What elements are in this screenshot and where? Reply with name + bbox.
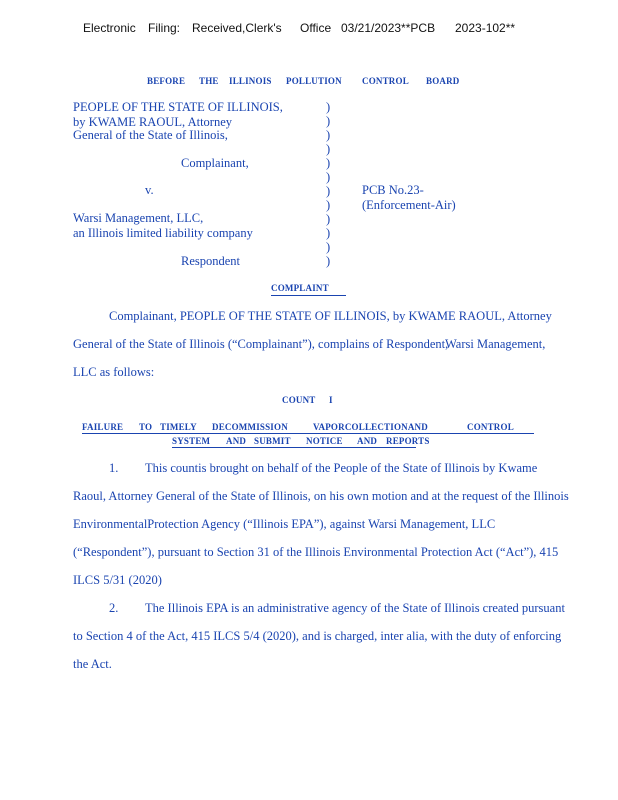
versus: v. <box>145 183 154 197</box>
paragraph-line: the Act. <box>73 657 112 671</box>
paragraph-line: This countis brought on behalf of the People of the State of Illinois by Kwame <box>145 461 538 475</box>
paragraph-line: ILCS 5/31 (2020) <box>73 573 162 587</box>
paragraph-line: (“Respondent”), pursuant to Section 31 of the Illinois Environmental Protection Act (“Act”), 415 <box>73 545 559 559</box>
board-title-word: THE <box>199 76 219 86</box>
caption-paren: ) <box>326 184 331 198</box>
intro-line: LLC as follows: <box>73 365 155 379</box>
caption-paren: ) <box>326 142 331 156</box>
paragraph-line: The Illinois EPA is an administrative agency of the State of Illinois created pursuant <box>145 601 565 615</box>
complainant-line: by KWAME RAOUL, Attorney <box>73 115 233 129</box>
caption-paren: ) <box>326 170 331 184</box>
board-title-word: BOARD <box>426 76 460 86</box>
count-title-word: NOTICE <box>306 436 343 446</box>
caption-paren: ) <box>326 156 331 170</box>
intro-line: General of the State of Illinois (“Complainant”), complains of Respondent, <box>73 337 449 351</box>
caption-paren: ) <box>326 240 331 254</box>
count-title-word: VAPORCOLLECTIONAND <box>313 422 428 432</box>
count-title-word: FAILURE <box>82 422 124 432</box>
respondent-line: Warsi Management, LLC, <box>73 211 204 225</box>
caption-paren: ) <box>326 128 331 142</box>
caption-paren: ) <box>326 100 331 114</box>
intro-line: Complainant, PEOPLE OF THE STATE OF ILLINOIS, by KWAME RAOUL, Attorney <box>109 309 552 323</box>
intro-line-overlap: Warsi Management, <box>445 337 546 351</box>
caption-paren: ) <box>326 254 331 268</box>
caption-paren: ) <box>326 198 331 212</box>
case-type: (Enforcement-Air) <box>362 198 456 212</box>
count-title-word: TIMELY <box>160 422 197 432</box>
document-title: COMPLAINT <box>271 283 329 293</box>
board-title-word: CONTROL <box>362 76 409 86</box>
count-title-word: REPORTS <box>386 436 430 446</box>
count-title-word: CONTROL <box>467 422 514 432</box>
caption-paren: ) <box>326 114 331 128</box>
case-number: PCB No.23- <box>362 183 424 197</box>
count-title-underline <box>82 433 534 434</box>
filing-header-received: Received,Clerk's <box>192 21 282 35</box>
count-heading-word: COUNT <box>282 395 316 405</box>
complainant-line: General of the State of Illinois, <box>73 128 228 142</box>
count-title-word: DECOMMISSION <box>212 422 288 432</box>
board-title-word: BEFORE <box>147 76 186 86</box>
paragraph-line: to Section 4 of the Act, 415 ILCS 5/4 (2020), and is charged, inter alia, with the duty of enforcing <box>73 629 562 643</box>
board-title-word: POLLUTION <box>286 76 342 86</box>
count-title-word: AND <box>357 436 378 446</box>
filing-header-office: Office <box>300 21 332 35</box>
filing-header-date: 03/21/2023**PCB <box>341 21 436 35</box>
count-title-word: AND <box>226 436 247 446</box>
count-title-word: SYSTEM <box>172 436 211 446</box>
count-title-underline <box>172 447 416 448</box>
paragraph-number: 1. <box>109 461 119 475</box>
caption-paren: ) <box>326 212 331 226</box>
paragraph-line: EnvironmentalProtection Agency (“Illinois EPA”), against Warsi Management, LLC <box>73 517 496 531</box>
paragraph-line: Raoul, Attorney General of the State of Illinois, on his own motion and at the request of the Illinois <box>73 489 569 503</box>
count-heading-number: I <box>329 395 333 405</box>
count-title-word: TO <box>139 422 153 432</box>
document-title-underline <box>271 295 346 296</box>
filing-header-filing: Filing: <box>148 21 181 35</box>
count-title-word: SUBMIT <box>254 436 291 446</box>
board-title-word: ILLINOIS <box>229 76 272 86</box>
respondent-label: Respondent <box>181 254 241 268</box>
complainant-label: Complainant, <box>181 156 249 170</box>
caption-paren: ) <box>326 226 331 240</box>
paragraph-number: 2. <box>109 601 119 615</box>
filing-header-docket: 2023-102** <box>455 21 516 35</box>
filing-header-electronic: Electronic <box>83 21 136 35</box>
respondent-line: an Illinois limited liability company <box>73 226 253 240</box>
complainant-line: PEOPLE OF THE STATE OF ILLINOIS, <box>73 100 283 114</box>
